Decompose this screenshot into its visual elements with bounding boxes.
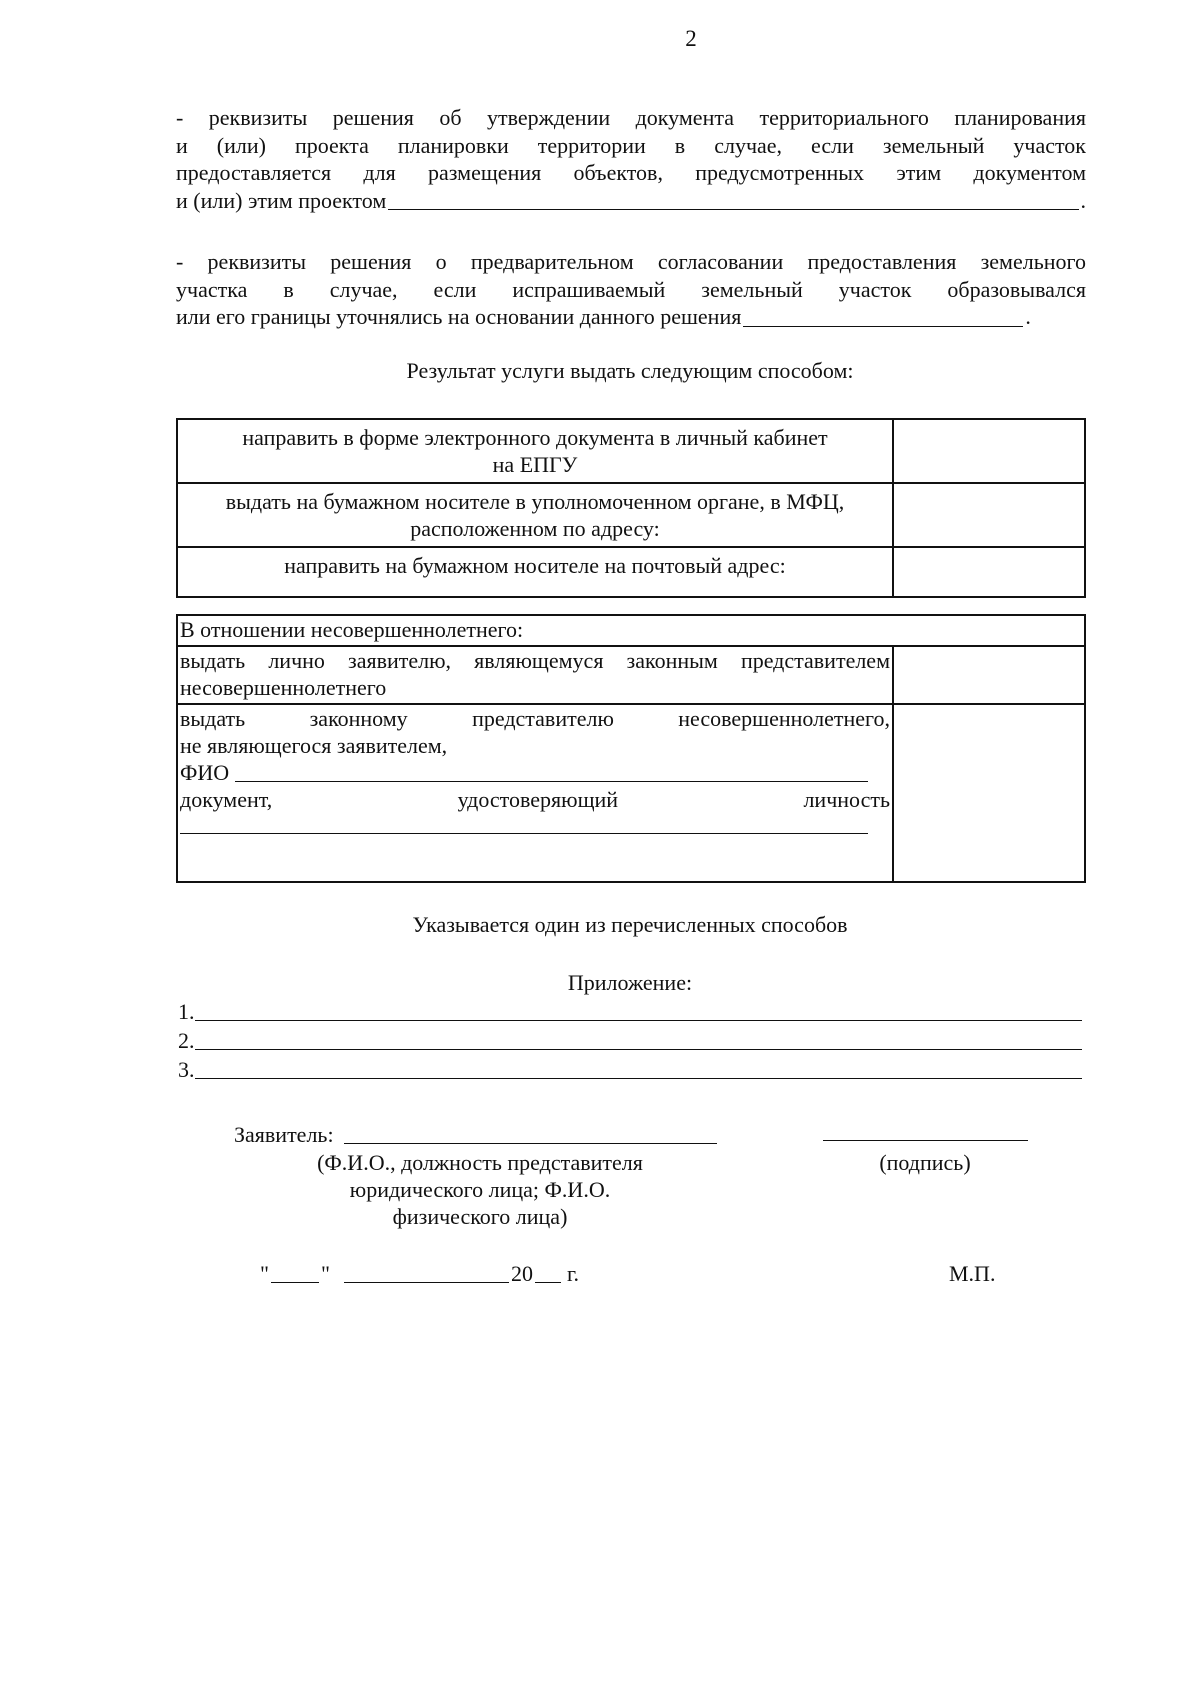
year-fill-in-line[interactable] [535,1262,561,1283]
checkbox-cell[interactable] [893,704,1085,882]
caption-line: физического лица) [392,1204,568,1229]
cell-text: не являющегося заявителем, [180,733,448,758]
table-cell [177,547,893,597]
fio-fill-in-line[interactable] [235,761,868,782]
period: . [1080,187,1086,213]
cell-text: направить в форме электронного документа в личный кабинет [242,425,828,450]
list-item [178,996,1082,1025]
text-line: или его границы уточнялись на основании данного решения [176,304,742,329]
document-fill-in-line[interactable] [180,813,868,834]
item-number: 2. [178,1028,195,1053]
period: . [1025,304,1031,329]
table-header-cell [177,615,1085,646]
table-row [177,704,1085,882]
word: законному [309,706,408,731]
quote-close: " [320,1261,330,1286]
checkbox-cell[interactable] [893,646,1085,704]
list-item [178,1025,1082,1054]
justified-line [180,705,890,732]
word: представителю [472,706,614,731]
word: выдать [180,706,246,731]
stamp-place: М.П. [949,1261,996,1286]
cell-text: расположенном по адресу: [410,516,660,541]
cell-text: на ЕПГУ [492,452,578,477]
cell-text: несовершеннолетнего [180,675,387,700]
method-note: Указывается один из перечисленных способов [412,912,848,937]
fill-in-line[interactable] [388,189,1078,210]
applicant-label: Заявитель: [234,1122,334,1147]
fill-in-line[interactable] [195,1029,1083,1050]
fill-in-line[interactable] [195,1058,1083,1079]
signature-caption: (подпись) [879,1150,971,1175]
caption-line: юридического лица; Ф.И.О. [349,1177,611,1202]
page-number: 2 [685,26,697,51]
cell-text: направить на бумажном носителе на почтовый адрес: [284,553,786,578]
appendix-title: Приложение: [567,970,693,995]
text-line: и (или) проекта планировки территории в случае, если земельный участок [176,132,1086,158]
list-item [178,1054,1082,1083]
table-row [177,615,1085,646]
month-fill-in-line[interactable] [344,1262,509,1283]
fio-line [180,759,890,786]
word: заявителю, [348,648,452,673]
result-heading: Результат услуги выдать следующим способом: [406,358,854,383]
fill-in-line[interactable] [743,306,1023,327]
quote-open: " [260,1261,269,1286]
paragraph-preliminary-approval [176,248,1086,331]
cell-text: выдать на бумажном носителе в уполномоченном органе, в МФЦ, [225,489,845,514]
word: выдать [180,648,246,673]
day-fill-in-line[interactable] [271,1262,319,1283]
applicant-line [234,1121,717,1148]
table-cell [177,419,893,483]
table-row [177,419,1085,483]
table-cell [177,483,893,547]
paragraph-territorial-planning [176,104,1086,214]
item-number: 3. [178,1057,195,1082]
fill-in-line[interactable] [195,1000,1083,1021]
word: законным [626,648,718,673]
word: являющемуся [474,648,604,673]
word: лично [268,648,325,673]
appendix-list [178,996,1082,1083]
delivery-method-table [176,418,1086,598]
checkbox-cell[interactable] [893,547,1085,597]
year-suffix: г. [566,1261,580,1286]
checkbox-cell[interactable] [893,483,1085,547]
date-line [260,1260,579,1287]
text-line: и (или) этим проектом [176,187,387,213]
text-line: - реквизиты решения об утверждении документа территориального планирования [176,105,1086,130]
justified-line [180,647,890,674]
table-header: В отношении несовершеннолетнего: [180,617,524,642]
table-cell [177,704,893,882]
fio-label: ФИО [180,760,230,785]
checkbox-cell[interactable] [893,419,1085,483]
word: личность [803,787,890,812]
year-prefix: 20 [510,1261,533,1286]
word: удостоверяющий [457,787,619,812]
table-row [177,646,1085,704]
item-number: 1. [178,999,195,1024]
table-row [177,483,1085,547]
applicant-fill-in-line[interactable] [344,1123,717,1144]
word: несовершеннолетнего, [678,706,890,731]
table-cell [177,646,893,704]
table-row [177,547,1085,597]
text-line-with-blank [176,187,1086,215]
minor-delivery-table [176,614,1086,883]
word: представителем [740,648,890,673]
text-line-with-blank [176,303,1086,331]
fio-caption [280,1149,680,1230]
caption-line: (Ф.И.О., должность представителя [317,1150,643,1175]
justified-line [180,786,890,813]
word: документ, [180,787,273,812]
signature-fill-in-line[interactable] [823,1140,1028,1141]
text-line: участка в случае, если испрашиваемый земельный участок образовывался [176,276,1086,302]
text-line: предоставляется для размещения объектов, предусмотренных этим документом [176,160,1086,185]
text-line: - реквизиты решения о предварительном согласовании предоставления земельного [176,249,1086,274]
